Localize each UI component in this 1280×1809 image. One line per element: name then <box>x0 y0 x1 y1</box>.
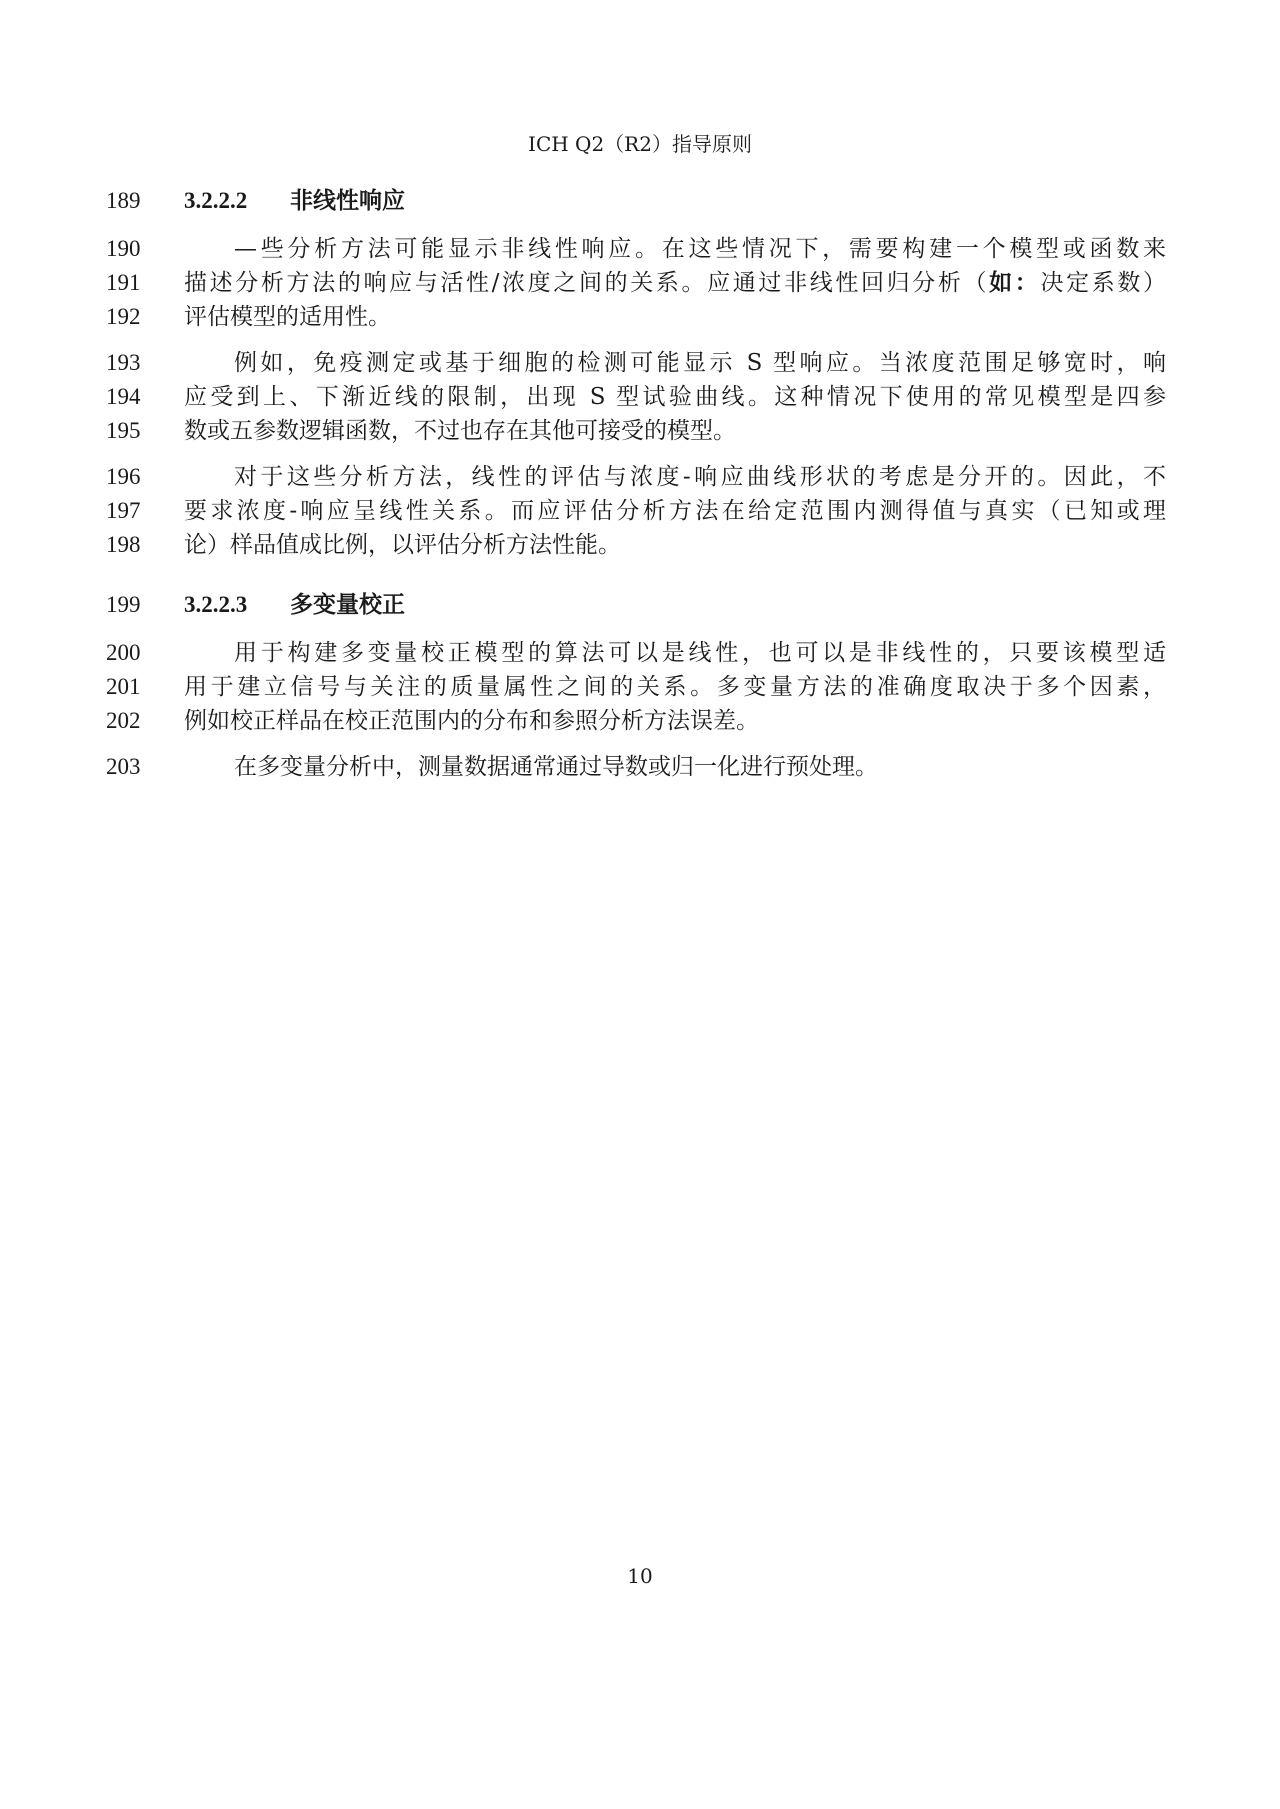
text-line <box>0 380 1280 414</box>
line-text: 例如校正样品在校正范围内的分布和参照分析方法误差。 <box>184 708 759 734</box>
page-number: 10 <box>627 1564 653 1588</box>
line-number: 197 <box>106 498 141 523</box>
text-line <box>0 232 1280 266</box>
line-number: 196 <box>106 464 141 489</box>
line-number: 202 <box>106 708 141 733</box>
line-text: 论）样品值成比例，以评估分析方法性能。 <box>184 532 621 558</box>
line-number: 192 <box>106 304 141 329</box>
line-text: 应受到上、下渐近线的限制，出现 S 型试验曲线。这种情况下使用的常见模型是四参 <box>184 384 1166 410</box>
text-line <box>0 704 1280 738</box>
section-number: 3.2.2.3 <box>184 592 248 617</box>
text-line <box>0 460 1280 494</box>
text-line <box>0 750 1280 784</box>
line-number: 194 <box>106 384 141 409</box>
text-line <box>0 266 1280 300</box>
text-line <box>0 528 1280 562</box>
heading-text <box>184 184 1166 218</box>
line-number: 201 <box>106 674 141 699</box>
text-line <box>0 300 1280 334</box>
line-number: 195 <box>106 418 141 443</box>
line-text: 用于构建多变量校正模型的算法可以是线性，也可以是非线性的，只要该模型适 <box>234 640 1166 666</box>
line-text: 用于建立信号与关注的质量属性之间的关系。多变量方法的准确度取决于多个因素， <box>184 674 1166 700</box>
text-segment: 决定系数） <box>1040 270 1167 296</box>
section-number: 3.2.2.2 <box>184 188 248 213</box>
text-line <box>0 494 1280 528</box>
section-heading <box>0 588 1280 622</box>
section-title: 多变量校正 <box>290 591 405 618</box>
line-text: —些分析方法可能显示非线性响应。在这些情况下，需要构建一个模型或函数来 <box>234 236 1166 262</box>
text-line <box>0 670 1280 704</box>
section-title: 非线性响应 <box>290 187 405 214</box>
running-header: ICH Q2（R2）指导原则 <box>528 132 752 156</box>
line-number: 191 <box>106 270 141 295</box>
line-number: 198 <box>106 532 141 557</box>
line-text <box>184 266 1166 300</box>
line-text: 对于这些分析方法，线性的评估与浓度-响应曲线形状的考虑是分开的。因此，不 <box>234 464 1166 490</box>
line-text: 评估模型的适用性。 <box>184 304 391 330</box>
heading-text <box>184 588 1166 622</box>
line-text: 要求浓度-响应呈线性关系。而应评估分析方法在给定范围内测得值与真实（已知或理 <box>184 498 1166 524</box>
line-number: 193 <box>106 350 141 375</box>
line-text: 例如，免疫测定或基于细胞的检测可能显示 S 型响应。当浓度范围足够宽时，响 <box>234 350 1166 376</box>
line-number: 203 <box>106 754 141 779</box>
line-number: 200 <box>106 640 141 665</box>
bold-term: 如： <box>989 269 1041 296</box>
line-text: 数或五参数逻辑函数，不过也存在其他可接受的模型。 <box>184 418 736 444</box>
section-heading <box>0 184 1280 218</box>
line-text: 在多变量分析中，测量数据通常通过导数或归一化进行预处理。 <box>234 754 878 780</box>
text-segment: 描述分析方法的响应与活性/浓度之间的关系。应通过非线性回归分析（ <box>184 270 990 296</box>
line-number: 190 <box>106 236 141 261</box>
text-line <box>0 636 1280 670</box>
line-number: 189 <box>106 188 141 213</box>
text-line <box>0 414 1280 448</box>
text-line <box>0 346 1280 380</box>
line-number: 199 <box>106 592 141 617</box>
